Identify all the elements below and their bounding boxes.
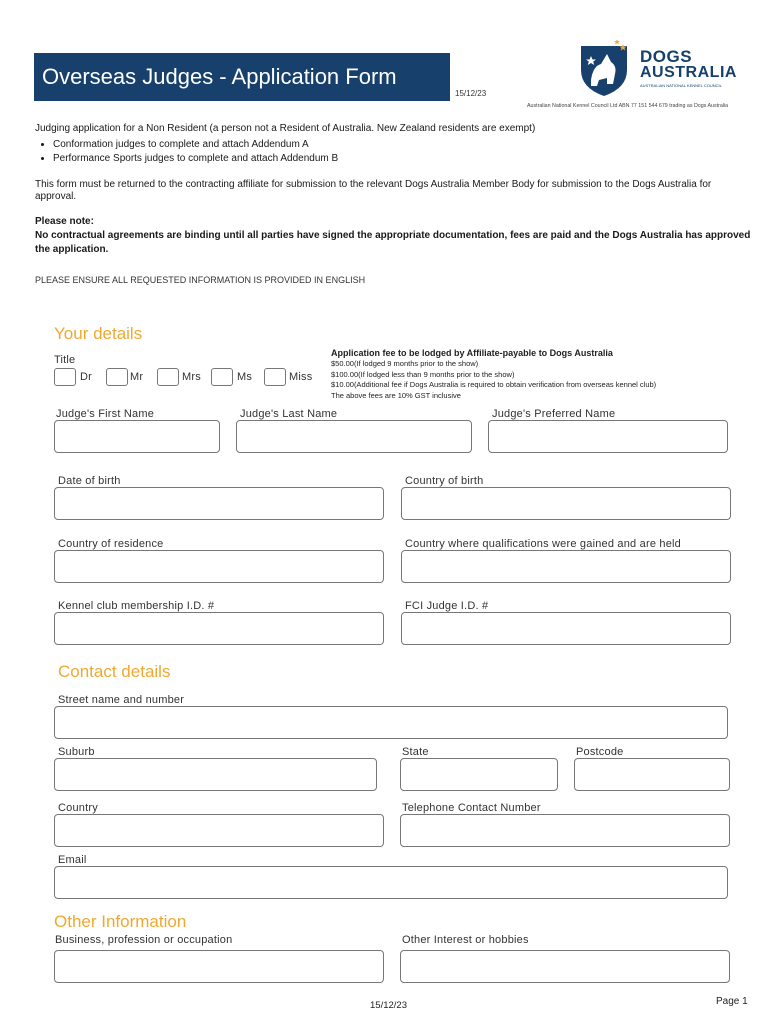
- fee-line: $100.00(If lodged less than 9 months prior to the show): [331, 369, 515, 379]
- country-label: Country: [58, 802, 98, 814]
- dogs-australia-logo-icon: [577, 40, 635, 98]
- title-dr-checkbox[interactable]: [54, 368, 76, 386]
- note-label: Please note:: [35, 216, 94, 227]
- title-miss-label: Miss: [289, 371, 313, 383]
- title-mrs-checkbox[interactable]: [157, 368, 179, 386]
- state-label: State: [402, 746, 429, 758]
- interests-label: Other Interest or hobbies: [402, 934, 529, 946]
- title-mrs-label: Mrs: [182, 371, 201, 383]
- postcode-label: Postcode: [576, 746, 624, 758]
- title-dr-label: Dr: [80, 371, 93, 383]
- footer-date: 15/12/23: [370, 1000, 407, 1011]
- fee-info: [331, 348, 751, 402]
- country-residence-field[interactable]: [54, 550, 384, 583]
- fci-id-field[interactable]: [401, 612, 731, 645]
- street-label: Street name and number: [58, 694, 185, 706]
- title-ms-label: Ms: [237, 371, 253, 383]
- intro-line: Judging application for a Non Resident (a person not a Resident of Australia. New Zealand residents are exempt): [35, 123, 536, 134]
- country-birth-label: Country of birth: [405, 475, 484, 487]
- return-instructions: This form must be returned to the contracting affiliate for submission to the relevant Dogs Australia Member Body for submission to the Dogs Australia for approval.: [35, 179, 712, 202]
- preferred-name-field[interactable]: [488, 420, 728, 453]
- kennel-id-label: Kennel club membership I.D. #: [58, 600, 215, 612]
- business-label: Business, profession or occupation: [55, 934, 233, 946]
- preferred-name-label: Judge's Preferred Name: [492, 408, 616, 420]
- logo-text-dogs: DOGS: [640, 47, 693, 66]
- country-birth-field[interactable]: [401, 487, 731, 520]
- form-title: Overseas Judges - Application Form: [34, 53, 450, 101]
- title-mr-checkbox[interactable]: [106, 368, 128, 386]
- section-heading-your-details: Your details: [54, 324, 143, 343]
- note-block: [35, 215, 765, 257]
- fci-id-label: FCI Judge I.D. #: [405, 600, 489, 612]
- email-label: Email: [58, 854, 87, 866]
- page-number: Page 1: [716, 996, 748, 1007]
- fee-line: $10.00(Additional fee if Dogs Australia is required to obtain verification from overseas kennel club): [331, 380, 657, 390]
- title-miss-checkbox[interactable]: [264, 368, 286, 386]
- logo-subtext: AUSTRALIAN NATIONAL KENNEL COUNCIL: [640, 83, 722, 88]
- intro-block: [35, 122, 735, 166]
- suburb-label: Suburb: [58, 746, 95, 758]
- fee-title: Application fee to be lodged by Affiliate-payable to Dogs Australia: [331, 348, 613, 358]
- section-heading-other-information: Other Information: [54, 912, 187, 931]
- state-field[interactable]: [400, 758, 558, 791]
- kennel-id-field[interactable]: [54, 612, 384, 645]
- list-item: • Conformation judges to complete and attach Addendum A: [53, 138, 735, 152]
- logo-text-australia: AUSTRALIA: [640, 64, 737, 81]
- postcode-field[interactable]: [574, 758, 730, 791]
- note-text: No contractual agreements are binding until all parties have signed the appropriate documentation, fees are paid and the Dogs Australia has approved the application.: [35, 230, 751, 255]
- title-label: Title: [54, 354, 76, 366]
- interests-field[interactable]: [400, 950, 730, 983]
- header-date: 15/12/23: [455, 89, 487, 98]
- last-name-label: Judge's Last Name: [240, 408, 338, 420]
- dob-field[interactable]: [54, 487, 384, 520]
- country-qualifications-field[interactable]: [401, 550, 731, 583]
- ensure-english-notice: PLEASE ENSURE ALL REQUESTED INFORMATION IS PROVIDED IN ENGLISH: [35, 275, 366, 285]
- first-name-field[interactable]: [54, 420, 220, 453]
- suburb-field[interactable]: [54, 758, 377, 791]
- country-qualifications-label: Country where qualifications were gained and are held: [405, 538, 681, 550]
- street-field[interactable]: [54, 706, 728, 739]
- list-item: • Performance Sports judges to complete and attach Addendum B: [53, 152, 735, 166]
- dob-label: Date of birth: [58, 475, 121, 487]
- phone-label: Telephone Contact Number: [402, 802, 541, 814]
- email-field[interactable]: [54, 866, 728, 899]
- phone-field[interactable]: [400, 814, 730, 847]
- abn-text: Australian National Kennel Council Ltd ABN 77 151 544 679 trading as Dogs Australia: [527, 103, 729, 109]
- section-heading-contact-details: Contact details: [58, 662, 171, 681]
- last-name-field[interactable]: [236, 420, 472, 453]
- fee-line: $50.00(If lodged 9 months prior to the show): [331, 358, 479, 368]
- title-mr-label: Mr: [130, 371, 144, 383]
- country-field[interactable]: [54, 814, 384, 847]
- first-name-label: Judge's First Name: [56, 408, 155, 420]
- country-residence-label: Country of residence: [58, 538, 164, 550]
- business-field[interactable]: [54, 950, 384, 983]
- title-ms-checkbox[interactable]: [211, 368, 233, 386]
- intro-bullets: [35, 138, 735, 166]
- fee-line: The above fees are 10% GST inclusive: [331, 391, 461, 401]
